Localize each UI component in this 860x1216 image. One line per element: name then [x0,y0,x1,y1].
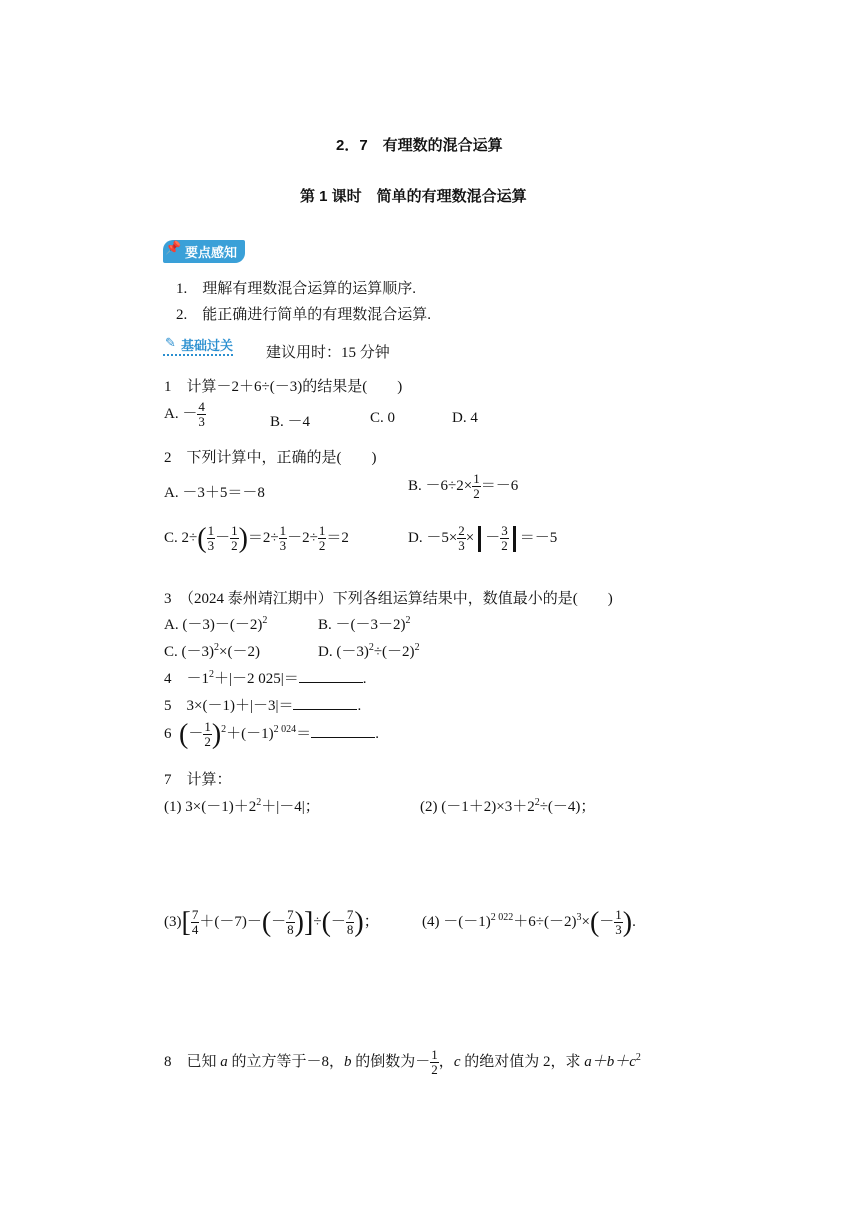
pin-icon: 📌 [165,241,182,256]
section-badge-key-points: 📌 要点感知 [163,240,245,263]
question-8: 8 已知 a 的立方等于－8，b 的倒数为－ $\frac{1}{2}$ ，c 的绝对值为 2，求 $a+b+c^2$ [164,1047,641,1078]
suggested-time: 建议用时：15 分钟 [266,345,390,361]
page-title: 2．7 有理数的混合运算 [336,137,503,154]
pencil-icon: ✎ [165,336,176,351]
question-6: 6 (－ $\frac{1}{2}$ )$^2+(-1)^{2 024}=$ . [164,718,379,750]
q2-option-d: D. －5× $\frac{2}{3}$ × － $\frac{3}{2}$ ＝－5 [408,523,558,554]
answer-blank[interactable] [299,670,363,683]
question-4: 4 $-1^2+|-2$ 025|＝ . [164,669,367,687]
question-7-stem: 7 计算： [164,772,232,788]
q1-option-c: C. 0 [370,410,396,426]
q3-option-a: A. $(-3)-(-2)^2$ [164,615,268,633]
q7-part-4: $(4) -(-1)^{2 022}+6\div(-2)^3\times(-$ $\frac{1}{3}$ ). [422,906,636,938]
question-3-stem: 3 （2024 泰州靖江期中）下列各组运算结果中，数值最小的是( ) [164,591,613,607]
q3-option-d: D. $(-3)^2\div(-2)^2$ [318,642,420,660]
q7-part-2: (2) $(-1+2)\times 3+2^2\div(-4)$； [420,797,596,815]
answer-blank[interactable] [311,725,375,738]
key-point-1: 1. 理解有理数混合运算的运算顺序. [176,281,417,297]
q2-option-c: C. 2÷( $\frac{1}{3}$ － $\frac{1}{2}$ )＝2÷ $\frac{1}{3}$ －2÷ $\frac{1}{2}$ ＝2 [164,522,349,554]
q7-part-1: (1) $3\times(-1)+2^2+|-4|$； [164,797,320,815]
q3-option-b: B. $-(-3-2)^2$ [318,615,411,633]
lesson-subtitle: 第 1 课时 简单的有理数混合运算 [300,188,527,205]
key-point-2: 2. 能正确进行简单的有理数混合运算. [176,307,432,323]
q1-option-b: B. －4 [270,414,311,430]
question-1-stem: 1 计算－2＋6÷(－3)的结果是( ) [164,379,403,395]
q2-option-a: A. －3＋5＝－8 [164,485,265,501]
q2-option-b: B. －6÷2× $\frac{1}{2}$ ＝－6 [408,471,519,502]
q3-option-c: C. $(-3)^2\times(-2)$ [164,642,260,660]
question-1-options: A. － $\frac{4}{3}$ [164,399,205,430]
q1-option-d: D. 4 [452,410,478,426]
section-badge-basics: ✎ 基础过关 [165,336,234,354]
q7-part-3: (3)[ $\frac{7}{4}$ ＋(－7)－(－ $\frac{7}{8}$ )]÷(－ $\frac{7}{8}$ )； [164,906,379,938]
answer-blank[interactable] [293,697,357,710]
question-2-stem: 2 下列计算中，正确的是( ) [164,450,377,466]
question-5: 5 3×(－1)＋|－3|＝ . [164,698,362,714]
